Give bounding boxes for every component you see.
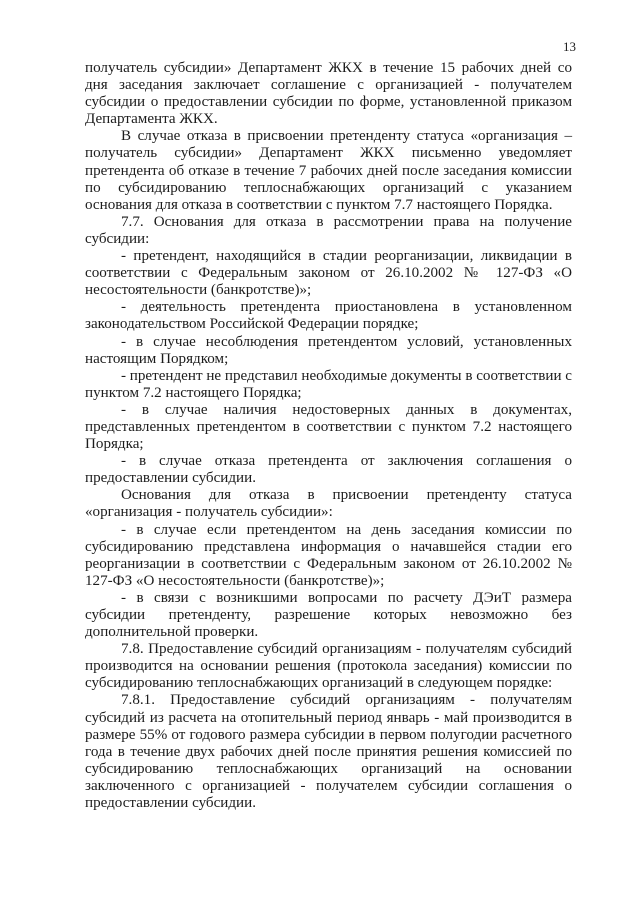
list-item: - в случае отказа претендента от заключения соглашения о предоставлении субсидии.	[85, 453, 572, 487]
section-7-8: 7.8. Предоставление субсидий организациям - получателям субсидий производится на основании решения (протокола заседания) комиссии по субсидированию теплоснабжающих организаций в следующем порядке:	[85, 641, 572, 692]
status-refusal-heading: Основания для отказа в присвоении претенденту статуса «организация - получатель субсидии»:	[85, 487, 572, 521]
paragraph-1: получатель субсидии» Департамент ЖКХ в течение 15 рабочих дней со дня заседания заключает соглашение с организацией - получателем субсидии о предоставлении субсидии по форме, установленной приказом Департамента ЖКХ.	[85, 60, 572, 128]
list-item: - в случае наличия недостоверных данных в документах, представленных претендентом в соответствии с пунктом 7.2 настоящего Порядка;	[85, 401, 572, 453]
list-item: - в случае несоблюдения претендентом условий, установленных настоящим Порядком;	[85, 333, 572, 367]
list-item: - претендент не представил необходимые документы в соответствии с пунктом 7.2 настоящего Порядка;	[85, 367, 572, 401]
section-7-8-1: 7.8.1. Предоставление субсидий организациям - получателям субсидий из расчета на отопительный период январь - май производится в размере 55% от годового размера субсидии в первом полугодии расчетного года в течение двух рабочих дней после принятия решения комиссией по субсидированию теплоснабжающих организаций на основании заключенного с организацией - получателем субсидии соглашения о предоставлении субсидии.	[85, 692, 572, 812]
document-body	[85, 60, 572, 812]
list-item: - в случае если претендентом на день заседания комиссии по субсидированию представлена информация о начавшейся стадии его реорганизации в соответствии с Федеральным законом от 26.10.2002 № 127-ФЗ «О несостоятельности (банкротстве)»;	[85, 521, 572, 589]
list-item: - претендент, находящийся в стадии реорганизации, ликвидации в соответствии с Федеральным законом от 26.10.2002 № 127-ФЗ «О несостоятельности (банкротстве)»;	[85, 248, 572, 299]
section-7-7-heading: 7.7. Основания для отказа в рассмотрении права на получение субсидии:	[85, 213, 572, 247]
page-number: 13	[563, 39, 576, 54]
list-item: - в связи с возникшими вопросами по расчету ДЭиТ размера субсидии претенденту, разрешение которых невозможно без дополнительной проверки.	[85, 589, 572, 641]
list-item: - деятельность претендента приостановлена в установленном законодательством Российской Федерации порядке;	[85, 299, 572, 333]
paragraph-2: В случае отказа в присвоении претенденту статуса «организация – получатель субсидии» Департамент ЖКХ письменно уведомляет претендента об отказе в течение 7 рабочих дней после заседания комиссии по субсидированию теплоснабжающих организаций с указанием основания для отказа в соответствии с пунктом 7.7 настоящего Порядка.	[85, 128, 572, 213]
